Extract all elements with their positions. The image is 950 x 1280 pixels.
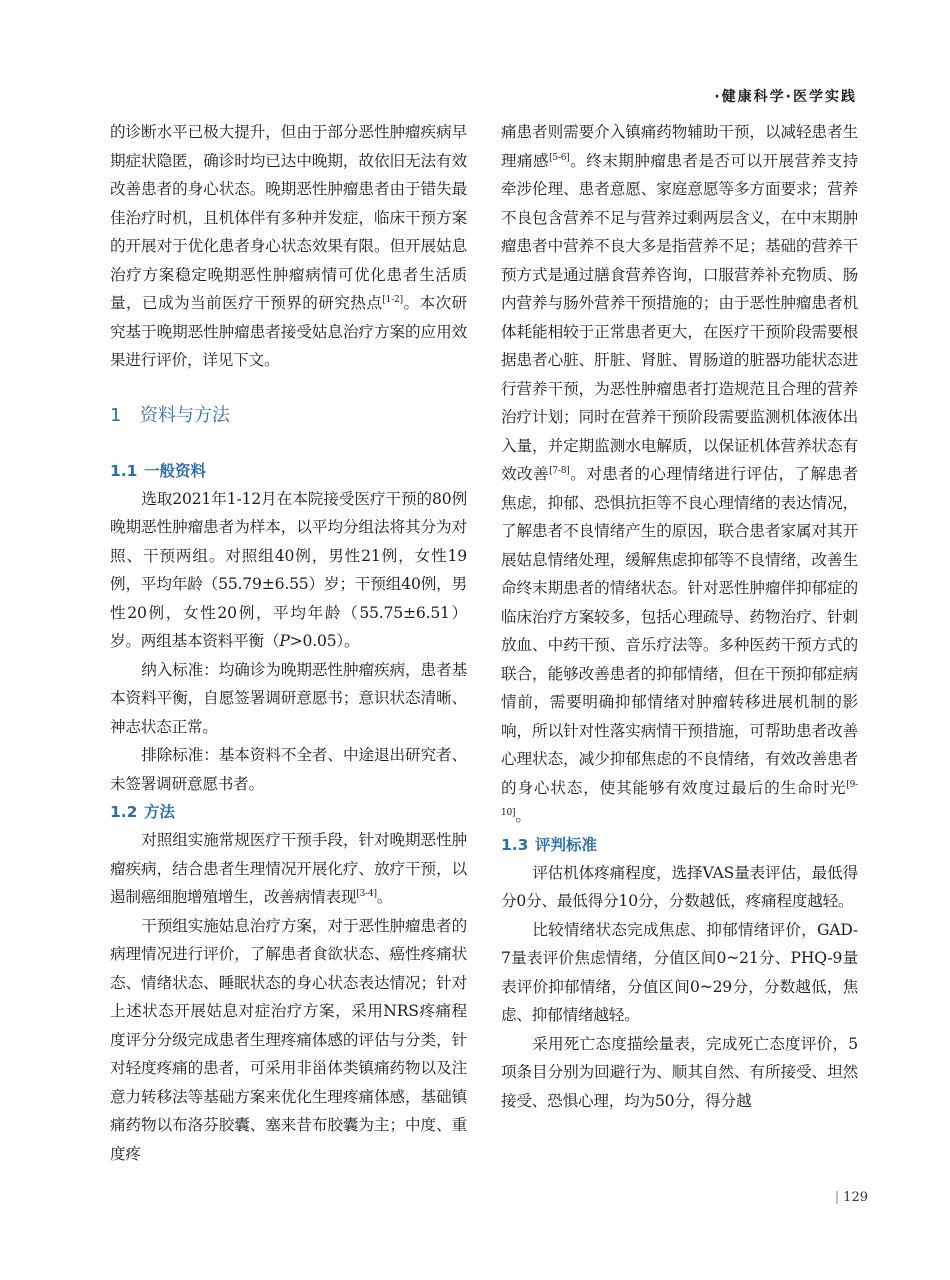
- citation: [5-6]: [549, 152, 570, 163]
- section-heading-1-1: 1.1 一般资料: [110, 461, 207, 480]
- right-column: [501, 118, 858, 1115]
- gad-phq-paragraph: 比较情绪状态完成焦虑、抑郁情绪评价，GAD-7量表评价焦虑情绪，分值区间0~21分、PHQ-9量表评价抑郁情绪，分值区间0~29分，分数越低，焦虑、抑郁情绪越轻。: [501, 920, 858, 1024]
- general-data-paragraph: 选取2021年1-12月在本院接受医疗干预的80例晚期恶性肿瘤患者为样本，以平均分组法将其分为对照、干预两组。对照组40例，男性21例，女性19例，平均年龄（55.79±6.55）岁；干预组40例，男性20例，女性20例，平均年龄（55.75±6.51）岁。两组基本资料平衡（P>0.05）。: [110, 489, 467, 650]
- inclusion-criteria-paragraph: 纳入标准：均确诊为晚期恶性肿瘤疾病，患者基本资料平衡，自愿签署调研意愿书；意识状态清晰、神志状态正常。: [110, 660, 467, 736]
- citation: [1-2]: [382, 295, 403, 305]
- intervention-group-paragraph: 干预组实施姑息治疗方案，对于恶性肿瘤患者的病理情况进行评价，了解患者食欲状态、癌性疼痛状态、情绪状态、睡眠状态的身心状态表达情况；针对上述状态开展姑息对症治疗方案，采用NRS疼痛程度评分分级完成患者生理疼痛体感的评估与分类，针对轻度疼痛的患者，可采用非甾体类镇痛药物以及注意力转移法等基础方案来优化生理疼痛体感，基础镇痛药物以布洛芬胶囊、塞来昔布胶囊为主；中度、重度疼: [110, 916, 467, 1163]
- death-attitude-paragraph: 采用死亡态度描绘量表，完成死亡态度评价，5项条目分别为回避行为、顺其自然、有所接受、坦然接受、恐惧心理，均为50分，得分越: [501, 1034, 858, 1110]
- citation: [7-8]: [549, 466, 570, 476]
- exclusion-criteria-paragraph: 排除标准：基本资料不全者、中途退出研究者、未签署调研意愿书者。: [110, 746, 467, 793]
- section-heading-1-3: 1.3 评判标准: [501, 835, 598, 854]
- running-head: ·健康科学·医学实践: [714, 89, 857, 105]
- citation: [9-10]: [501, 779, 858, 818]
- section-heading-1-2: 1.2 方法: [110, 803, 176, 821]
- intro-paragraph: 的诊断水平已极大提升，但由于部分恶性肿瘤疾病早期症状隐匿，确诊时均已达中晚期，故依旧无法有效改善患者的身心状态。晚期恶性肿瘤患者由于错失最佳治疗时机，且机体伴有多种并发症，临床干预方案的开展对于优化患者身心状态效果有限。但开展姑息治疗方案稳定晚期恶性肿瘤病情可优化患者生活质量，已成为当前医疗干预界的研究热点[1-2]。本次研究基于晚期恶性肿瘤患者接受姑息治疗方案的应用效果进行评价，详见下文。: [110, 123, 467, 369]
- section-heading-1: 1 资料与方法: [110, 404, 230, 426]
- page-number: | 129: [834, 1190, 868, 1205]
- left-column: [110, 118, 467, 1168]
- vas-paragraph: 评估机体疼痛程度，选择VAS量表评估，最低得分0分、最低得分10分，分数越低，疼痛程度越轻。: [501, 863, 858, 910]
- intervention-continued-paragraph: 痛患者则需要介入镇痛药物辅助干预，以减轻患者生理痛感[5-6]。终末期肿瘤患者是否可以开展营养支持牵涉伦理、患者意愿、家庭意愿等多方面要求；营养不良包含营养不足与营养过剩两层含义，在中末期肿瘤患者中营养不良大多是指营养不足；基础的营养干预方式是通过膳食营养咨询，口服营养补充物质、肠内营养与肠外营养干预措施的；由于恶性肿瘤患者机体耗能相较于正常患者更大，在医疗干预阶段需要根据患者心脏、肝脏、肾脏、胃肠道的脏器功能状态进行营养干预，为恶性肿瘤患者打造规范且合理的营养治疗计划；同时在营养干预阶段需要监测机体液体出入量，并定期监测水电解质，以保证机体营养状态有效改善[7-8]。对患者的心理情绪进行评估，了解患者焦虑，抑郁、恐惧抗拒等不良心理情绪的表达情况，了解患者不良情绪产生的原因，联合患者家属对其开展姑息情绪处理，缓解焦虑抑郁等不良情绪，改善生命终末期患者的情绪状态。针对恶性肿瘤伴抑郁症的临床治疗方案较多，包括心理疏导、药物治疗、针刺放血、中药干预、音乐疗法等。多种医药干预方式的联合，能够改善患者的抑郁情绪，但在干预抑郁症病情前，需要明确抑郁情绪对肿瘤转移进展机制的影响，所以针对性落实病情干预措施，可帮助患者改善心理状态，减少抑郁焦虑的不良情绪，有效改善患者的身心状态，使其能够有效度过最后的生命时光[9-10]。: [501, 123, 859, 825]
- citation: [3-4]: [356, 889, 377, 899]
- control-group-paragraph: 对照组实施常规医疗干预手段，针对晚期恶性肿瘤疾病，结合患者生理情况开展化疗、放疗干预，以遏制癌细胞增殖增生，改善病情表现[3-4]。: [110, 831, 467, 906]
